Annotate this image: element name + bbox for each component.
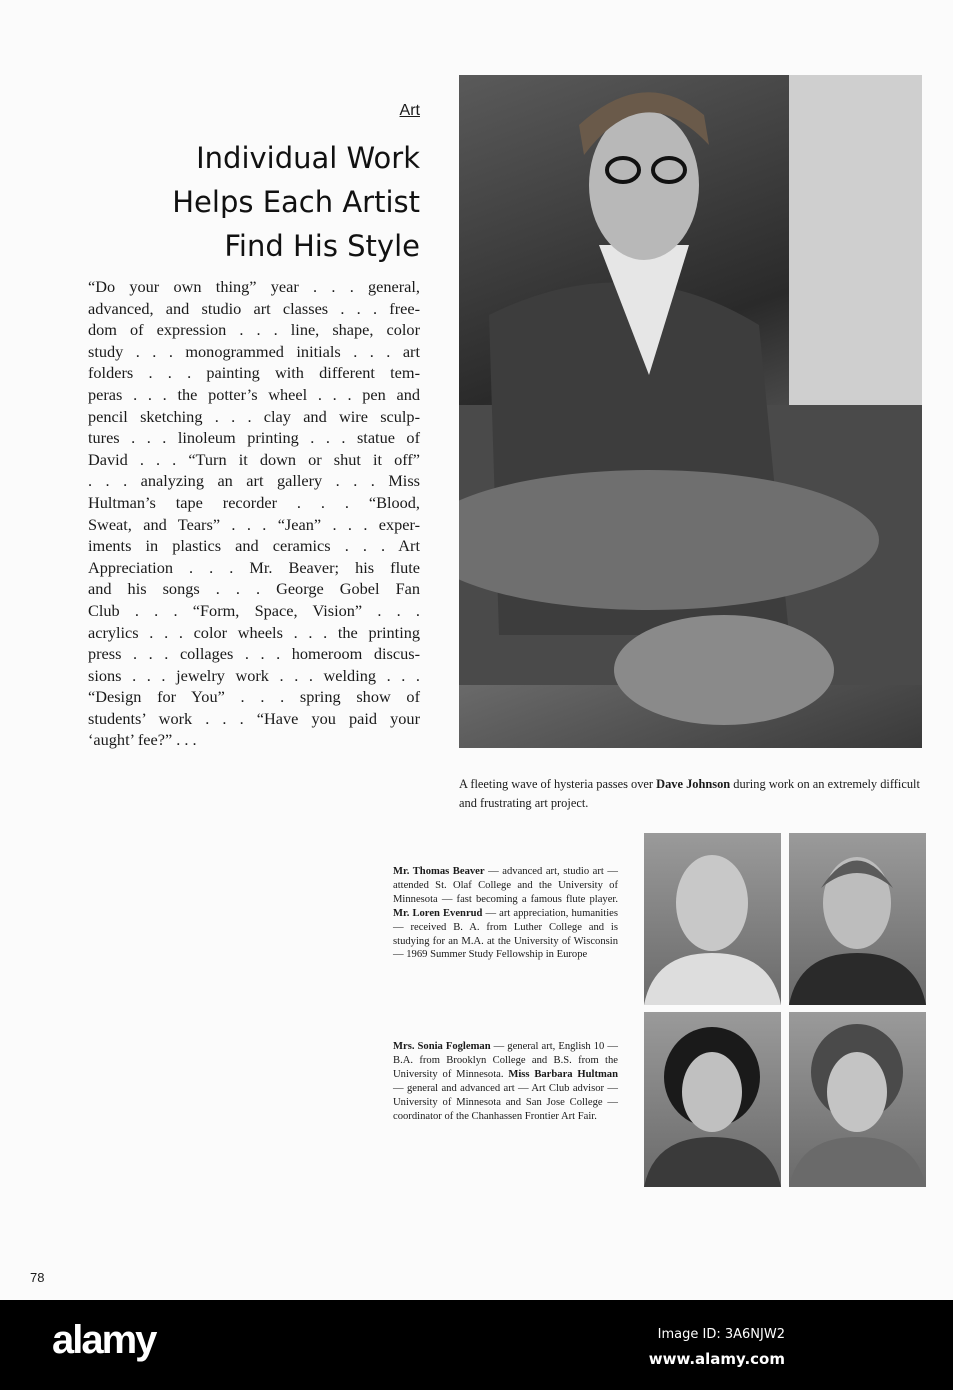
bio-text: — advanced art, studio art — attended St. Olaf College and the University of Minnesota — fast becoming a famous flute player. [393, 866, 619, 905]
bio-text: — general art, English 10 — B.A. from Brooklyn College and B.S. from the University of Minnesota. [393, 1041, 618, 1080]
body-line: and his songs . . . George Gobel Fan [88, 579, 420, 599]
portrait-figure [644, 1012, 781, 1187]
body-line: study . . . monogrammed initials . . . art [88, 341, 420, 361]
body-line: . . . analyzing an art gallery . . . Miss [88, 471, 420, 491]
body-line: tures . . . linoleum printing . . . statue of [88, 428, 420, 448]
portrait-figure [789, 833, 926, 1005]
body-line: students’ work . . . “Have you paid your [88, 708, 420, 728]
body-line: dom of expression . . . line, shape, color [88, 320, 420, 340]
caption-text: during work on an extremely difficult and frustrating art project. [459, 777, 920, 810]
photo-caption [459, 775, 924, 813]
teacher-bio [393, 1040, 618, 1123]
portrait-thomas-beaver [644, 833, 781, 1005]
body-line: ‘aught’ fee?” . . . [88, 730, 197, 750]
section-label: Art [399, 102, 420, 119]
body-line: Sweat, and Tears” . . . “Jean” . . . exper- [88, 514, 420, 534]
bio-text: — art appreciation, humanities — received B. A. from Luther College and is studying for an M.A. at the University of Wisconsin — 1969 Summer Study Fellowship in Europe [393, 907, 618, 961]
teacher-name: Mrs. Sonia Fogleman [393, 1041, 491, 1052]
body-line: acrylics . . . color wheels . . . the printing [88, 622, 420, 642]
body-line: folders . . . painting with different tem- [88, 363, 420, 383]
caption-text: A fleeting wave of hysteria passes over [459, 777, 657, 791]
page-number: 78 [30, 1270, 45, 1285]
student-photo-illustration [459, 75, 922, 748]
body-line: iments in plastics and ceramics . . . Art [88, 536, 420, 556]
body-line: “Design for You” . . . spring show of [88, 687, 420, 707]
title-line: Individual Work [196, 141, 420, 175]
portrait-figure [789, 1012, 926, 1187]
page-title [100, 136, 420, 268]
teacher-name: Mr. Thomas Beaver [393, 866, 485, 877]
body-line: Hultman’s tape recorder . . . “Blood, [88, 492, 420, 512]
teacher-name: Miss Barbara Hultman [508, 1068, 618, 1080]
portrait-barbara-hultman [789, 1012, 926, 1187]
title-line: Find His Style [224, 229, 420, 263]
body-text [88, 276, 420, 751]
body-line: pencil sketching . . . clay and wire sculp- [88, 406, 420, 426]
watermark-footer [0, 1300, 953, 1390]
alamy-logo: alamy [52, 1318, 156, 1362]
main-photo [459, 75, 922, 748]
body-line: David . . . “Turn it down or shut it off” [88, 449, 420, 469]
bio-text: — general and advanced art — Art Club advisor — University of Minnesota and San Jose College — coordinator of the Chanhassen Frontier Art Fair. [393, 1082, 618, 1122]
teacher-bio [393, 865, 618, 962]
image-id: Image ID: 3A6NJW2 [657, 1327, 785, 1342]
portrait-figure [644, 833, 781, 1005]
body-line: Club . . . “Form, Space, Vision” . . . [88, 600, 420, 620]
body-line: Appreciation . . . Mr. Beaver; his flute [88, 557, 420, 577]
teacher-name: Mr. Loren Evenrud [393, 907, 483, 919]
body-line: sions . . . jewelry work . . . welding . . . [88, 665, 420, 685]
body-line: advanced, and studio art classes . . . free- [88, 298, 420, 318]
body-line: “Do your own thing” year . . . general, [88, 277, 420, 296]
body-line: peras . . . the potter’s wheel . . . pen and [88, 384, 420, 404]
image-info [649, 1322, 785, 1372]
portrait-sonia-fogleman [644, 1012, 781, 1187]
footer-url: www.alamy.com [648, 1350, 785, 1368]
caption-name: Dave Johnson [656, 777, 731, 791]
title-line: Helps Each Artist [172, 185, 420, 219]
body-line: press . . . collages . . . homeroom discus- [88, 644, 420, 664]
portrait-loren-evenrud [789, 833, 926, 1005]
